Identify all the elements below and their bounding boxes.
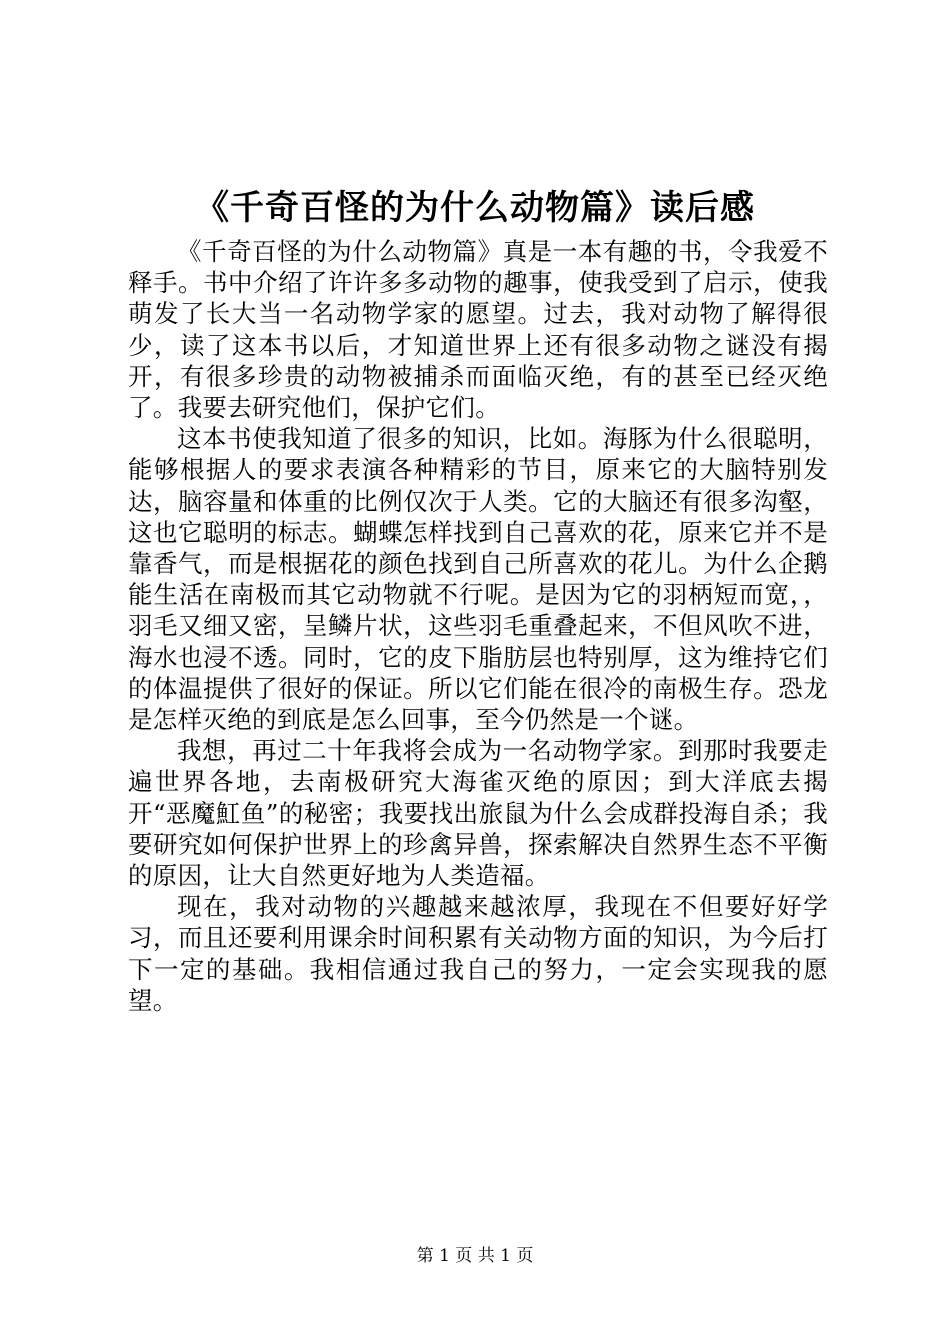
paragraph-4: 现在，我对动物的兴趣越来越浓厚，我现在不但要好好学习，而且还要利用课余时间积累有关动物方面的知识，为今后打下一定的基础。我相信通过我自己的努力，一定会实现我的愿望。 xyxy=(128,892,828,1015)
document-body xyxy=(128,236,828,1016)
paragraph-3: 我想，再过二十年我将会成为一名动物学家。到那时我要走遍世界各地，去南极研究大海雀灭绝的原因；到大洋底去揭开“恶魔魟鱼”的秘密；我要找出旅鼠为什么会成群投海自杀；我要研究如何保护世界上的珍禽异兽，探索解决自然界生态不平衡的原因，让大自然更好地为人类造福。 xyxy=(128,736,828,891)
paragraph-1: 《千奇百怪的为什么动物篇》真是一本有趣的书，令我爱不释手。书中介绍了许许多多动物的趣事，使我受到了启示，使我萌发了长大当一名动物学家的愿望。过去，我对动物了解得很少，读了这本书以后，才知道世界上还有很多动物之谜没有揭开，有很多珍贵的动物被捕杀而面临灭绝，有的甚至已经灭绝了。我要去研究他们，保护它们。 xyxy=(128,237,828,423)
document-title: 《千奇百怪的为什么动物篇》读后感 xyxy=(195,188,755,228)
paragraph-2: 这本书使我知道了很多的知识，比如。海豚为什么很聪明，能够根据人的要求表演各种精彩的节目，原来它的大脑特别发达，脑容量和体重的比例仅次于人类。它的大脑还有很多沟壑，这也它聪明的标志。蝴蝶怎样找到自己喜欢的花，原来它并不是靠香气，而是根据花的颜色找到自己所喜欢的花儿。为什么企鹅能生活在南极而其它动物就不行呢。是因为它的羽柄短而宽，，羽毛又细又密，呈鳞片状，这些羽毛重叠起来，不但风吹不进，海水也浸不透。同时，它的皮下脂肪层也特别厚，这为维持它们的体温提供了很好的保证。所以它们能在很冷的南极生存。恐龙是怎样灭绝的到底是怎么回事，至今仍然是一个谜。 xyxy=(128,424,828,735)
page-footer: 第 1 页 共 1 页 xyxy=(416,1246,534,1266)
